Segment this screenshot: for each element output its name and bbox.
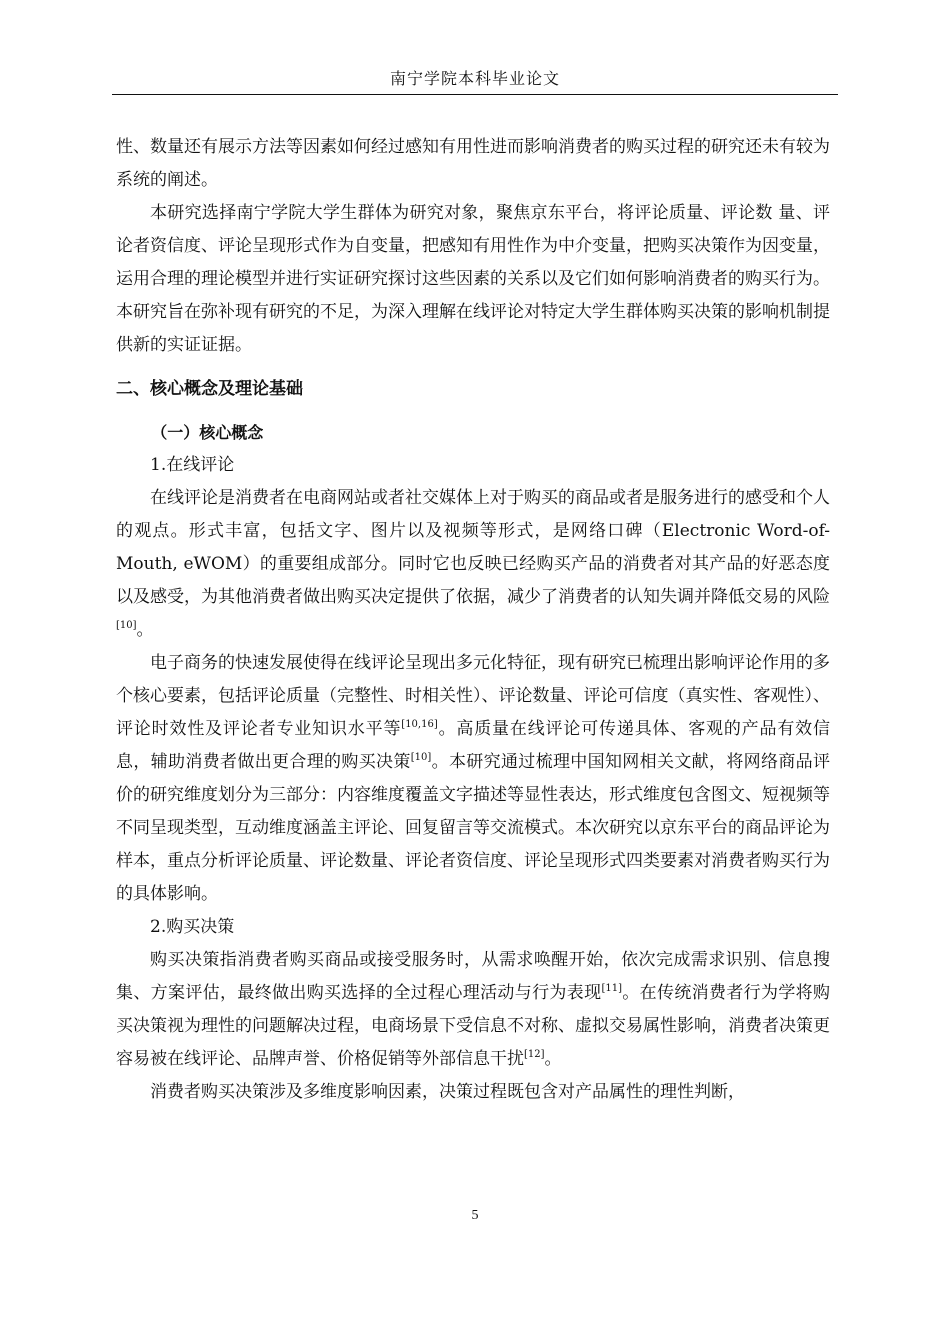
citation-ref: [11]	[601, 983, 622, 994]
paragraph-text: 。在传统消费者行为学将购买决策视为理性的问题解决过程，电商场景下受信息不对称、虚拟交易属性影响，消费者决策更容易被在线评论、品牌声誉、价格促销等外部信息干扰	[116, 983, 831, 1069]
document-body	[116, 131, 830, 1109]
paragraph-text: 电子商务的快速发展使得在线评论呈现出多元化特征，现有研究已梳理出影响评论作用的多个核心要素，包括评论质量（完整性、时相关性）、评论数量、评论可信度（真实性、客观性）、评论时效性及评论者专业知识水平等	[116, 653, 830, 739]
paragraph-research-scope: 本研究选择南宁学院大学生群体为研究对象，聚焦京东平台，将评论质量、评论数 量、评论者资信度、评论呈现形式作为自变量，把感知有用性作为中介变量，把购买决策作为因变量，运用合理的理论模型并进行实证研究探讨这些因素的关系以及它们如何影响消费者的购买行为。本研究旨在弥补现有研究的不足，为深入理解在线评论对特定大学生群体购买决策的影响机制提供新的实证证据。	[116, 203, 830, 355]
paragraph-purchase-decision-definition	[116, 944, 830, 1076]
paragraph-review-factors	[116, 647, 830, 911]
paragraph-online-review-definition	[116, 482, 830, 647]
paragraph-continuation: 性、数量还有展示方法等因素如何经过感知有用性进而影响消费者的购买过程的研究还未有较为系统的阐述。	[116, 137, 830, 190]
paragraph-text: 。	[544, 1049, 562, 1069]
paragraph-text: 。本研究通过梳理中国知网相关文献，将网络商品评价的研究维度划分为三部分：内容维度覆盖文字描述等显性表达，形式维度包含图文、短视频等不同呈现类型，互动维度涵盖主评论、回复留言等交流模式。本次研究以京东平台的商品评论为样本，重点分析评论质量、评论数量、评论者资信度、评论呈现形式四类要素对消费者购买行为的具体影响。	[116, 752, 831, 904]
paragraph-text: 购买决策指消费者购买商品或接受服务时，从需求唤醒开始，依次完成需求识别、信息搜集、方案评估，最终做出购买选择的全过程心理活动与行为表现	[116, 950, 830, 1003]
citation-ref: [12]	[524, 1049, 545, 1060]
paragraph-decision-factors: 消费者购买决策涉及多维度影响因素，决策过程既包含对产品属性的理性判断，	[150, 1082, 745, 1102]
paragraph-text: 在线评论是消费者在电商网站或者社交媒体上对于购买的商品或者是服务进行的感受和个人的观点。形式丰富，包括文字、图片以及视频等形式，是网络口碑（Electronic Word-of-Mouth, eWOM）的重要组成部分。同时它也反映已经购买产品的消费者对其产品的好恶态度以及感受，为其他消费者做出购买决定提供了依据，减少了消费者的认知失调并降低交易的风险	[116, 488, 830, 607]
page-header-title: 南宁学院本科毕业论文	[389, 69, 560, 88]
paragraph-text: 。	[136, 620, 154, 640]
paragraph-text: 。高质量在线评论可传递具体、客观的产品有效信息，辅助消费者做出更合理的购买决策	[116, 719, 831, 772]
subsection-heading: （一）核心概念	[151, 423, 264, 442]
item-heading-purchase-decision: 2.购买决策	[150, 917, 235, 937]
citation-ref: [10,16]	[401, 719, 438, 730]
section-heading: 二、核心概念及理论基础	[116, 379, 303, 399]
header-divider	[112, 94, 838, 95]
item-heading-online-review: 1.在线评论	[150, 455, 235, 475]
page-number: 5	[471, 1208, 479, 1223]
citation-ref: [10]	[116, 620, 137, 631]
citation-ref: [10]	[410, 752, 432, 763]
